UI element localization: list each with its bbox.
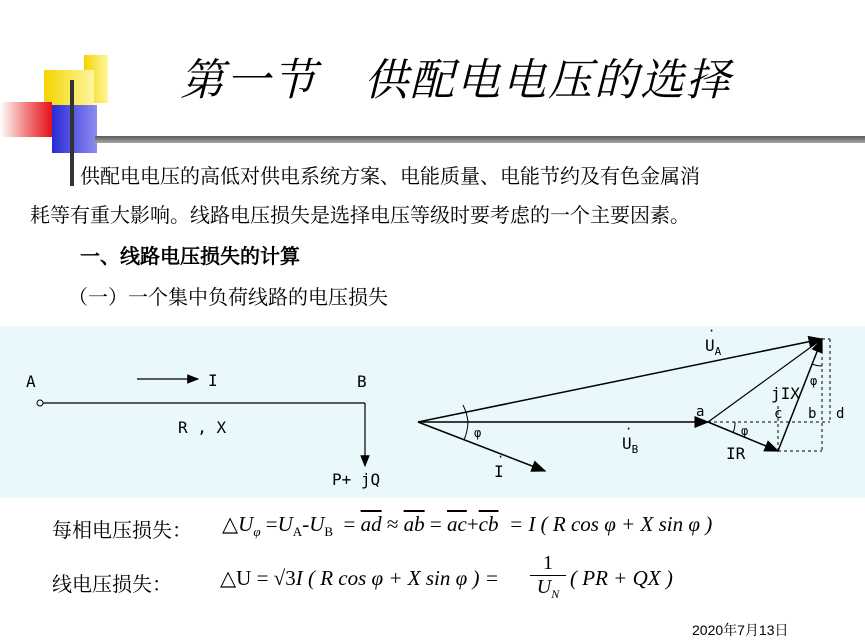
point-c-label: c: [774, 406, 783, 422]
formula2: △U = √3I ( R cos φ + X sin φ ) =: [220, 566, 499, 590]
impedance-label: R , X: [178, 418, 227, 437]
angle-arc-top: [812, 364, 822, 366]
formula2-label: 线电压损失：: [52, 572, 172, 596]
diagram-panel: [0, 326, 865, 498]
point-b-label: b: [808, 406, 817, 422]
node-a-label: A: [26, 372, 36, 391]
current-label: I: [208, 371, 218, 390]
section-heading: 一、线路电压损失的计算: [80, 244, 300, 268]
deco-red-block: [0, 102, 52, 137]
angle-arc-ir: [733, 422, 735, 433]
formula2-fraction: 1 $U_N$: [530, 552, 566, 602]
current-phasor: [418, 422, 545, 471]
ua-phasor: [418, 339, 822, 422]
paragraph-line-2: 耗等有重大影响。线路电压损失是选择电压等级时要考虑的一个主要因素。: [30, 203, 690, 227]
paragraph-line-1: 供配电电压的高低对供电系统方案、电能质量、电能节约及有色金属消: [80, 164, 700, 188]
title-rule: [95, 136, 865, 143]
page-title: 第一节 供配电电压的选择: [180, 55, 732, 106]
node-b-label: B: [357, 372, 367, 391]
ua-label: · $U_A$: [705, 324, 722, 359]
formula2-tail: ( PR + QX ): [570, 566, 673, 590]
ir-label: IR: [726, 444, 746, 463]
diagram-svg: [0, 326, 865, 498]
subsection-heading: （一）一个集中负荷线路的电压损失: [68, 285, 388, 309]
footer-date: 2020年7月13日: [692, 622, 789, 638]
current-phasor-label: · I: [494, 450, 505, 481]
jix-label: jIX: [771, 384, 800, 403]
ub-label: · $U_B$: [622, 422, 639, 457]
deco-blue-block: [52, 105, 97, 153]
node-a-terminal: [37, 400, 43, 406]
load-label: P+ jQ: [332, 470, 381, 489]
phi-label-main: φ: [474, 426, 482, 440]
rule-vertical-bar: [70, 140, 74, 186]
formula1: $\triangle U_\varphi =U_A-U_B = \overline{ad} \approx \overline{ab} = \overline{ac}+\overline{cb} = I$ ( R cos φ + X sin φ ): [222, 512, 713, 540]
point-a-label: a: [696, 404, 705, 420]
point-d-label: d: [836, 406, 845, 422]
phi-label-ir: φ: [741, 424, 749, 438]
phi-label-top: φ: [810, 374, 818, 388]
formula1-label: 每相电压损失：: [52, 518, 192, 542]
angle-arc-main: [463, 405, 468, 422]
angle-arc-current: [464, 422, 468, 440]
